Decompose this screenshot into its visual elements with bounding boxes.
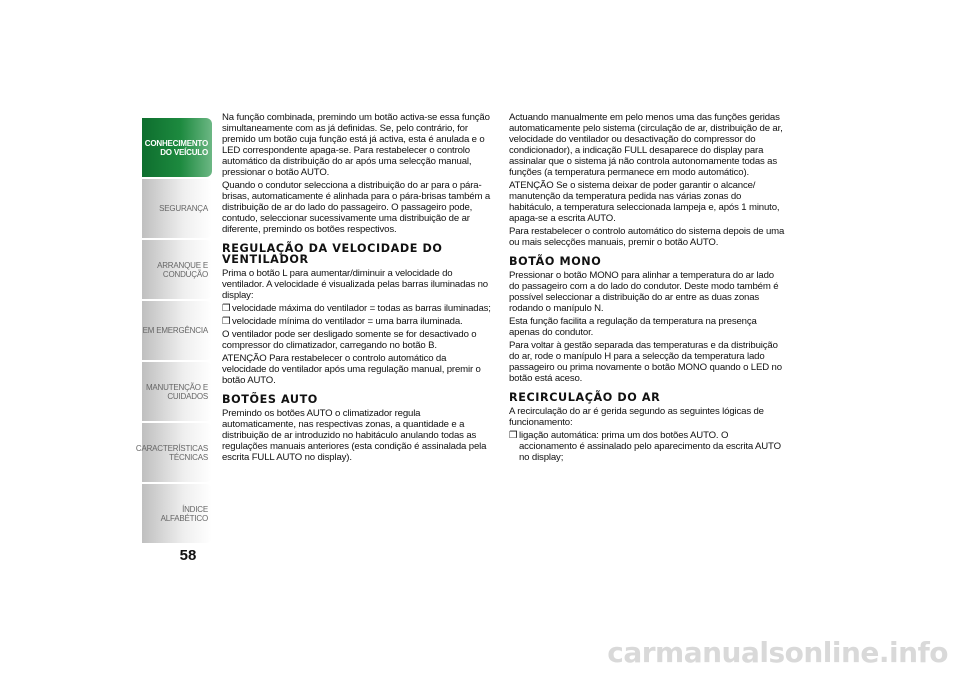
text-column-right xyxy=(509,112,785,465)
tab-seguranca[interactable] xyxy=(142,179,212,238)
tab-label: ÍNDICE ALFABÉTICO xyxy=(160,504,208,523)
tab-manutencao-e-cuidados[interactable] xyxy=(142,362,212,421)
paragraph: Na função combinada, premindo um botão activa-se essa função simultaneamente com as já definidas. Se, pelo contrário, for premido um botão cuja função está já activa, esta é anulada e o LED correspondente apaga-se. Para restabelecer o controlo automático da distribuição do ar após uma selecção manual, pressionar o botão AUTO. xyxy=(222,112,490,178)
paragraph: Actuando manualmente em pelo menos uma das funções geridas automaticamente pelo sistema (circulação de ar, distribuição de ar, velocidade do ventilador ou desactivação do compressor do condicionador), a indicação FULL desaparece do display para assinalar que o sistema já não controla autonomamente todas as funções (a temperatura permanece em modo automático). xyxy=(509,112,783,178)
watermark: carmanualsonline.info xyxy=(607,636,948,669)
paragraph: Pressionar o botão MONO para alinhar a temperatura do ar lado do passageiro com a do lado do condutor. Deste modo também é possível seleccionar a distribuição do ar entre as duas zonas rodando o manípulo N. xyxy=(509,270,779,314)
tab-em-emergencia[interactable] xyxy=(142,301,212,360)
chapter-sidebar xyxy=(135,118,212,545)
tab-arranque-e-conducao[interactable] xyxy=(142,240,212,299)
tab-indice-alfabetico[interactable] xyxy=(142,484,212,543)
bullet-text: ligação automática: prima um dos botões AUTO. O accionamento é assinalado pelo aparecimento da escrita AUTO no display; xyxy=(519,430,781,463)
bullet-item xyxy=(222,316,492,327)
paragraph: Para restabelecer o controlo automático do sistema depois de uma ou mais selecções manuais, premir o botão AUTO. xyxy=(509,226,785,248)
paragraph: A recirculação do ar é gerida segundo as seguintes lógicas de funcionamento: xyxy=(509,406,764,428)
tab-label: MANUTENÇÃO E CUIDADOS xyxy=(145,382,208,401)
bullet-item xyxy=(222,303,492,314)
bullet-text: velocidade mínima do ventilador = uma barra iluminada. xyxy=(232,316,463,327)
checkbox-bullet-icon: ❒ xyxy=(222,303,231,314)
bullet-text: velocidade máxima do ventilador = todas as barras iluminadas; xyxy=(232,303,491,314)
section-heading: REGULAÇÃO DA VELOCIDADE DO VENTILADOR xyxy=(222,242,443,266)
tab-label: CONHECIMENTO DO VEÍCULO xyxy=(144,138,208,157)
tab-label: CARACTERÍSTICAS TÉCNICAS xyxy=(135,443,208,462)
section-heading: BOTÕES AUTO xyxy=(222,393,318,406)
page-number: 58 xyxy=(179,547,197,564)
tab-label: SEGURANÇA xyxy=(159,204,208,213)
paragraph: Para voltar à gestão separada das temperaturas e da distribuição do ar, rode o manípulo H para a selecção da temperatura lado passageiro ou prima novamente o botão MONO quando o LED no botão está aceso. xyxy=(509,340,782,384)
tab-label: ARRANQUE E CONDUÇÃO xyxy=(157,260,208,279)
paragraph: ATENÇÃO Se o sistema deixar de poder garantir o alcance/ manutenção da temperatura pedida nas várias zonas do habitáculo, a temperatura seleccionada lampeja e, após 1 minuto, apaga-se a escrita AUTO. xyxy=(509,180,780,224)
paragraph: Prima o botão L para aumentar/diminuir a velocidade do ventilador. A velocidade é visualizada pelas barras iluminadas no display: xyxy=(222,268,488,301)
paragraph: O ventilador pode ser desligado somente se for desactivado o compressor do climatizador, carregando no botão B. xyxy=(222,329,477,351)
checkbox-bullet-icon: ❒ xyxy=(222,316,231,327)
section-heading: BOTÃO MONO xyxy=(509,255,602,268)
paragraph: Quando o condutor selecciona a distribuição do ar para o pára-brisas, automaticamente é alinhada para o pára-brisas também a distribuição de ar do lado do passageiro. O passageiro pode, contudo, seleccionar sucessivamente uma distribuição de ar diferente, premindo os botões respectivos. xyxy=(222,180,491,235)
paragraph: ATENÇÃO Para restabelecer o controlo automático da velocidade do ventilador após uma regulação manual, premir o botão AUTO. xyxy=(222,353,481,386)
tab-caracteristicas-tecnicas[interactable] xyxy=(135,423,212,482)
paragraph: Esta função facilita a regulação da temperatura na presença apenas do condutor. xyxy=(509,316,757,338)
section-heading: RECIRCULAÇÃO DO AR xyxy=(509,391,661,404)
checkbox-bullet-icon: ❒ xyxy=(509,430,518,441)
tab-label: EM EMERGÊNCIA xyxy=(142,326,208,335)
paragraph: Premindo os botões AUTO o climatizador regula automaticamente, nas respectivas zonas, a quantidade e a distribuição de ar introduzido no habitáculo anulando todas as regulações manuais anteriores (esta condição é assinalada pela escrita FULL AUTO no display). xyxy=(222,408,487,463)
tab-conhecimento-do-veiculo[interactable] xyxy=(142,118,212,177)
bullet-item xyxy=(509,430,785,463)
text-column-left xyxy=(222,112,492,465)
